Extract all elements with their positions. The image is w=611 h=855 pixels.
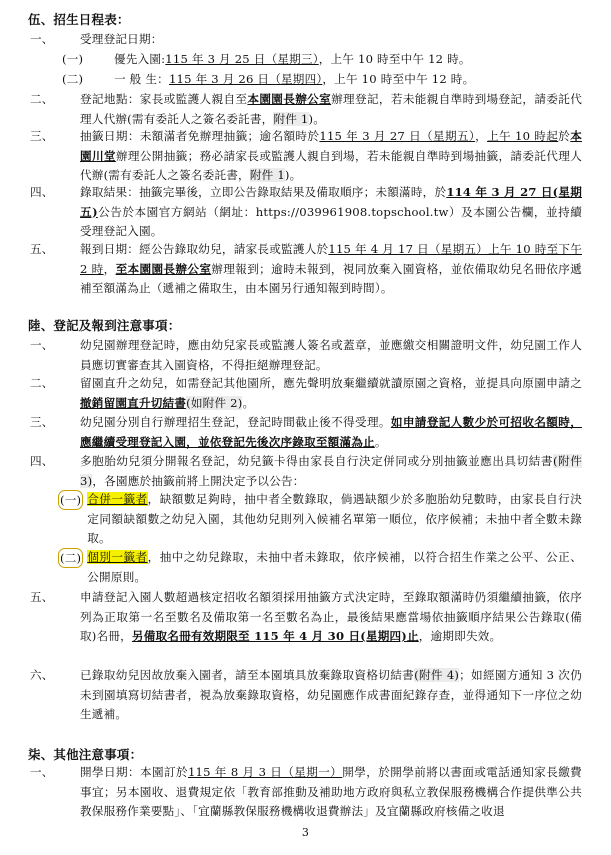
page-number: 3	[301, 826, 310, 839]
separate-lottery-label: 個別一籤者	[87, 550, 148, 564]
section-7-title: 柒、其他注意事項：	[28, 747, 143, 762]
sec6-item-5: 五、 申請登記入園人數超過核定招收名額須採用抽籤方式決定時，至錄取額滿時仍須繼續抽籤，依序列為正取第一名至數名及備取第一名至數名為止，最後結果應當場依抽籤順序結果公告錄取(備取)名冊，另備取名冊有效期限至 115 年 4 月 30 日(星期四)止，逾期即失效。	[30, 588, 582, 647]
sub-label: 一 般 生：	[114, 72, 169, 86]
attachment-ref: (如附件 2)	[186, 395, 243, 410]
sec6-item-4-sub-2: (二) 個別一籤者，抽中之幼兒錄取，未抽中者未錄取，依序候補，以符合招生作業之公平、公正、公開原則。	[60, 550, 582, 584]
sec6-item-1	[30, 336, 582, 375]
sec5-item-2: 二、 登記地點：家長或監護人親自至本園園長辦公室辦理登記，若未能親自準時到場登記，請委託代理人代辦(需有委託人之簽名委託書，附件 1)。	[30, 90, 582, 129]
sec6-item-2: 二、 留園直升之幼兒，如需登記其他園所，應先聲明放棄繼續就讀原園之資格，並提具向原園申請之撤銷留園直升切結書(如附件 2)。	[30, 374, 582, 413]
item-text: 幼兒園辦理登記時，應由幼兒家長或監護人簽名或蓋章，並應繳交相關證明文件，幼兒園工作人員應切實審查其入園資格，不得拒絕辦理登記。	[80, 338, 582, 372]
item-number: 二、	[30, 376, 54, 390]
item-number: 四、	[30, 185, 54, 199]
priority-date: 115 年 3 月 25 日（星期三）	[165, 52, 319, 66]
section-6-title: 陸、登記及報到注意事項：	[28, 318, 181, 333]
lottery-time: 上午 10 時起	[487, 129, 559, 143]
item-number: 五、	[30, 590, 54, 604]
item-number: 四、	[30, 454, 54, 468]
sec6-item-4: 四、 多胞胎幼兒須分開報名登記，幼兒籤卡得由家長自行決定併同或分別抽籤並應出具切結書(附件 3)，各園應於抽籤前將上開決定予以公告：	[30, 452, 582, 491]
item-number: 一、	[30, 32, 54, 46]
attachment-ref: 附件 1	[273, 111, 309, 126]
item-number: 五、	[30, 242, 54, 256]
item-text: 受理登記日期：	[80, 32, 163, 46]
report-date: 115 年 4 月 17 日（星期五）上午 10 時至下午 2 時	[80, 242, 582, 276]
lottery-date: 115 年 3 月 27 日（星期五）	[319, 129, 476, 143]
sec5-item-1-sub-1	[62, 50, 582, 70]
sub-rest: ，上午 10 時至中午 12 時。	[318, 52, 471, 66]
sec6-item-4-sub-1: (一) 合併一籤者，缺額數足夠時，抽中者全數錄取，倘遇缺額少於多胞胎幼兒數時，由家長自行決定同額缺額數之幼兒入園，其他幼兒則列入候補名單第一順位，依序候補；未抽中者全數未錄取。	[60, 492, 582, 545]
joint-lottery-label: 合併一籤者	[87, 492, 148, 506]
sub-label: 優先入園:	[114, 52, 166, 66]
sec5-item-1-sub-2	[62, 70, 582, 90]
item-number: 二、	[30, 92, 54, 106]
item-number: 三、	[30, 129, 54, 143]
continue-registration-note: 如申請登記人數少於可招收名額時，應繼續受理登記入園，並依登記先後次序錄取至額滿為止	[80, 415, 583, 449]
result-date: 114 年 3 月 27 日(星期五)	[80, 185, 582, 219]
sub-rest: ，上午 10 時至中午 12 時。	[322, 72, 475, 86]
sub-number: (一)	[58, 490, 83, 510]
sec5-item-4: 四、 錄取結果：抽籤完畢後，立即公告錄取結果及備取順序；未額滿時，於114 年 3 月 27 日(星期五)公告於本園官方網站（網址：https://039961908.topschool.tw）及本園公告欄，並持續受理登記入園。	[30, 183, 582, 242]
sec7-item-1: 一、 開學日期：本園訂於115 年 8 月 3 日（星期一）開學，於開學前將以書面或電話通知家長繳費事宜；另本園收、退費規定依「教育部推動及補助地方政府與私立教保服務機構合作提供準公共教保服務作業要點」、「宜蘭縣教保服務機構收退費辦法」及宜蘭縣政府核備之收退	[30, 763, 582, 822]
sec6-item-3: 三、 幼兒園分別自行辦理招生登記，登記時間截止後不得受理。如申請登記人數少於可招收名額時，應繼續受理登記入園，並依登記先後次序錄取至額滿為止。	[30, 413, 582, 452]
item-number: 三、	[30, 415, 54, 429]
item-number: 六、	[30, 668, 54, 682]
item-number: 一、	[30, 338, 54, 352]
sec5-item-1	[30, 30, 582, 50]
lottery-place: 本園川堂	[80, 129, 582, 163]
item-number: 一、	[30, 765, 54, 779]
sec5-item-3: 三、 抽籤日期：未額滿者免辦理抽籤；逾名額時於115 年 3 月 27 日（星期五），上午 10 時起於本園川堂辦理公開抽籤；務必請家長或監護人親自到場，若未能親自準時到場抽籤，請委託代理人代辦(需有委託人之簽名委託書，附件 1)。	[30, 127, 582, 186]
sub-number: (一)	[62, 52, 84, 66]
withdraw-document: 撤銷留園直升切結書	[80, 395, 187, 410]
sub-number: (二)	[58, 548, 83, 568]
location-highlight: 本園園長辦公室	[247, 92, 332, 106]
section-5-title: 伍、招生日程表：	[28, 12, 130, 27]
sub-number: (二)	[62, 72, 84, 86]
attachment-ref: (附件 4)	[414, 668, 460, 682]
report-place: 至本園園長辦公室	[115, 261, 212, 276]
sec6-item-6: 六、 已錄取幼兒因故放棄入園者，請至本園填具放棄錄取資格切結書(附件 4)；如經園方通知 3 次仍未到園填寫切結書者，視為放棄錄取資格，幼兒園應作成書面紀錄存查，並得通知下一序位之幼生遞補。	[30, 666, 582, 725]
general-date: 115 年 3 月 26 日（星期四）	[168, 72, 323, 86]
attachment-ref: (附件 3)	[80, 454, 582, 488]
sec5-item-5: 五、 報到日期：經公告錄取幼兒，請家長或監護人於115 年 4 月 17 日（星期五）上午 10 時至下午 2 時，至本園園長辦公室辦理報到；逾時未報到，視同放棄入園資格，並依備取幼兒名冊依序遞補至額滿為止（遞補之備取生，由本園另行通知報到時間）。	[30, 240, 582, 299]
school-start-date: 115 年 8 月 3 日（星期一）	[187, 765, 343, 779]
waitlist-validity: 另備取名冊有效期限至 115 年 4 月 30 日(星期四)止	[131, 629, 419, 643]
attachment-ref: 附件 1	[249, 168, 285, 182]
